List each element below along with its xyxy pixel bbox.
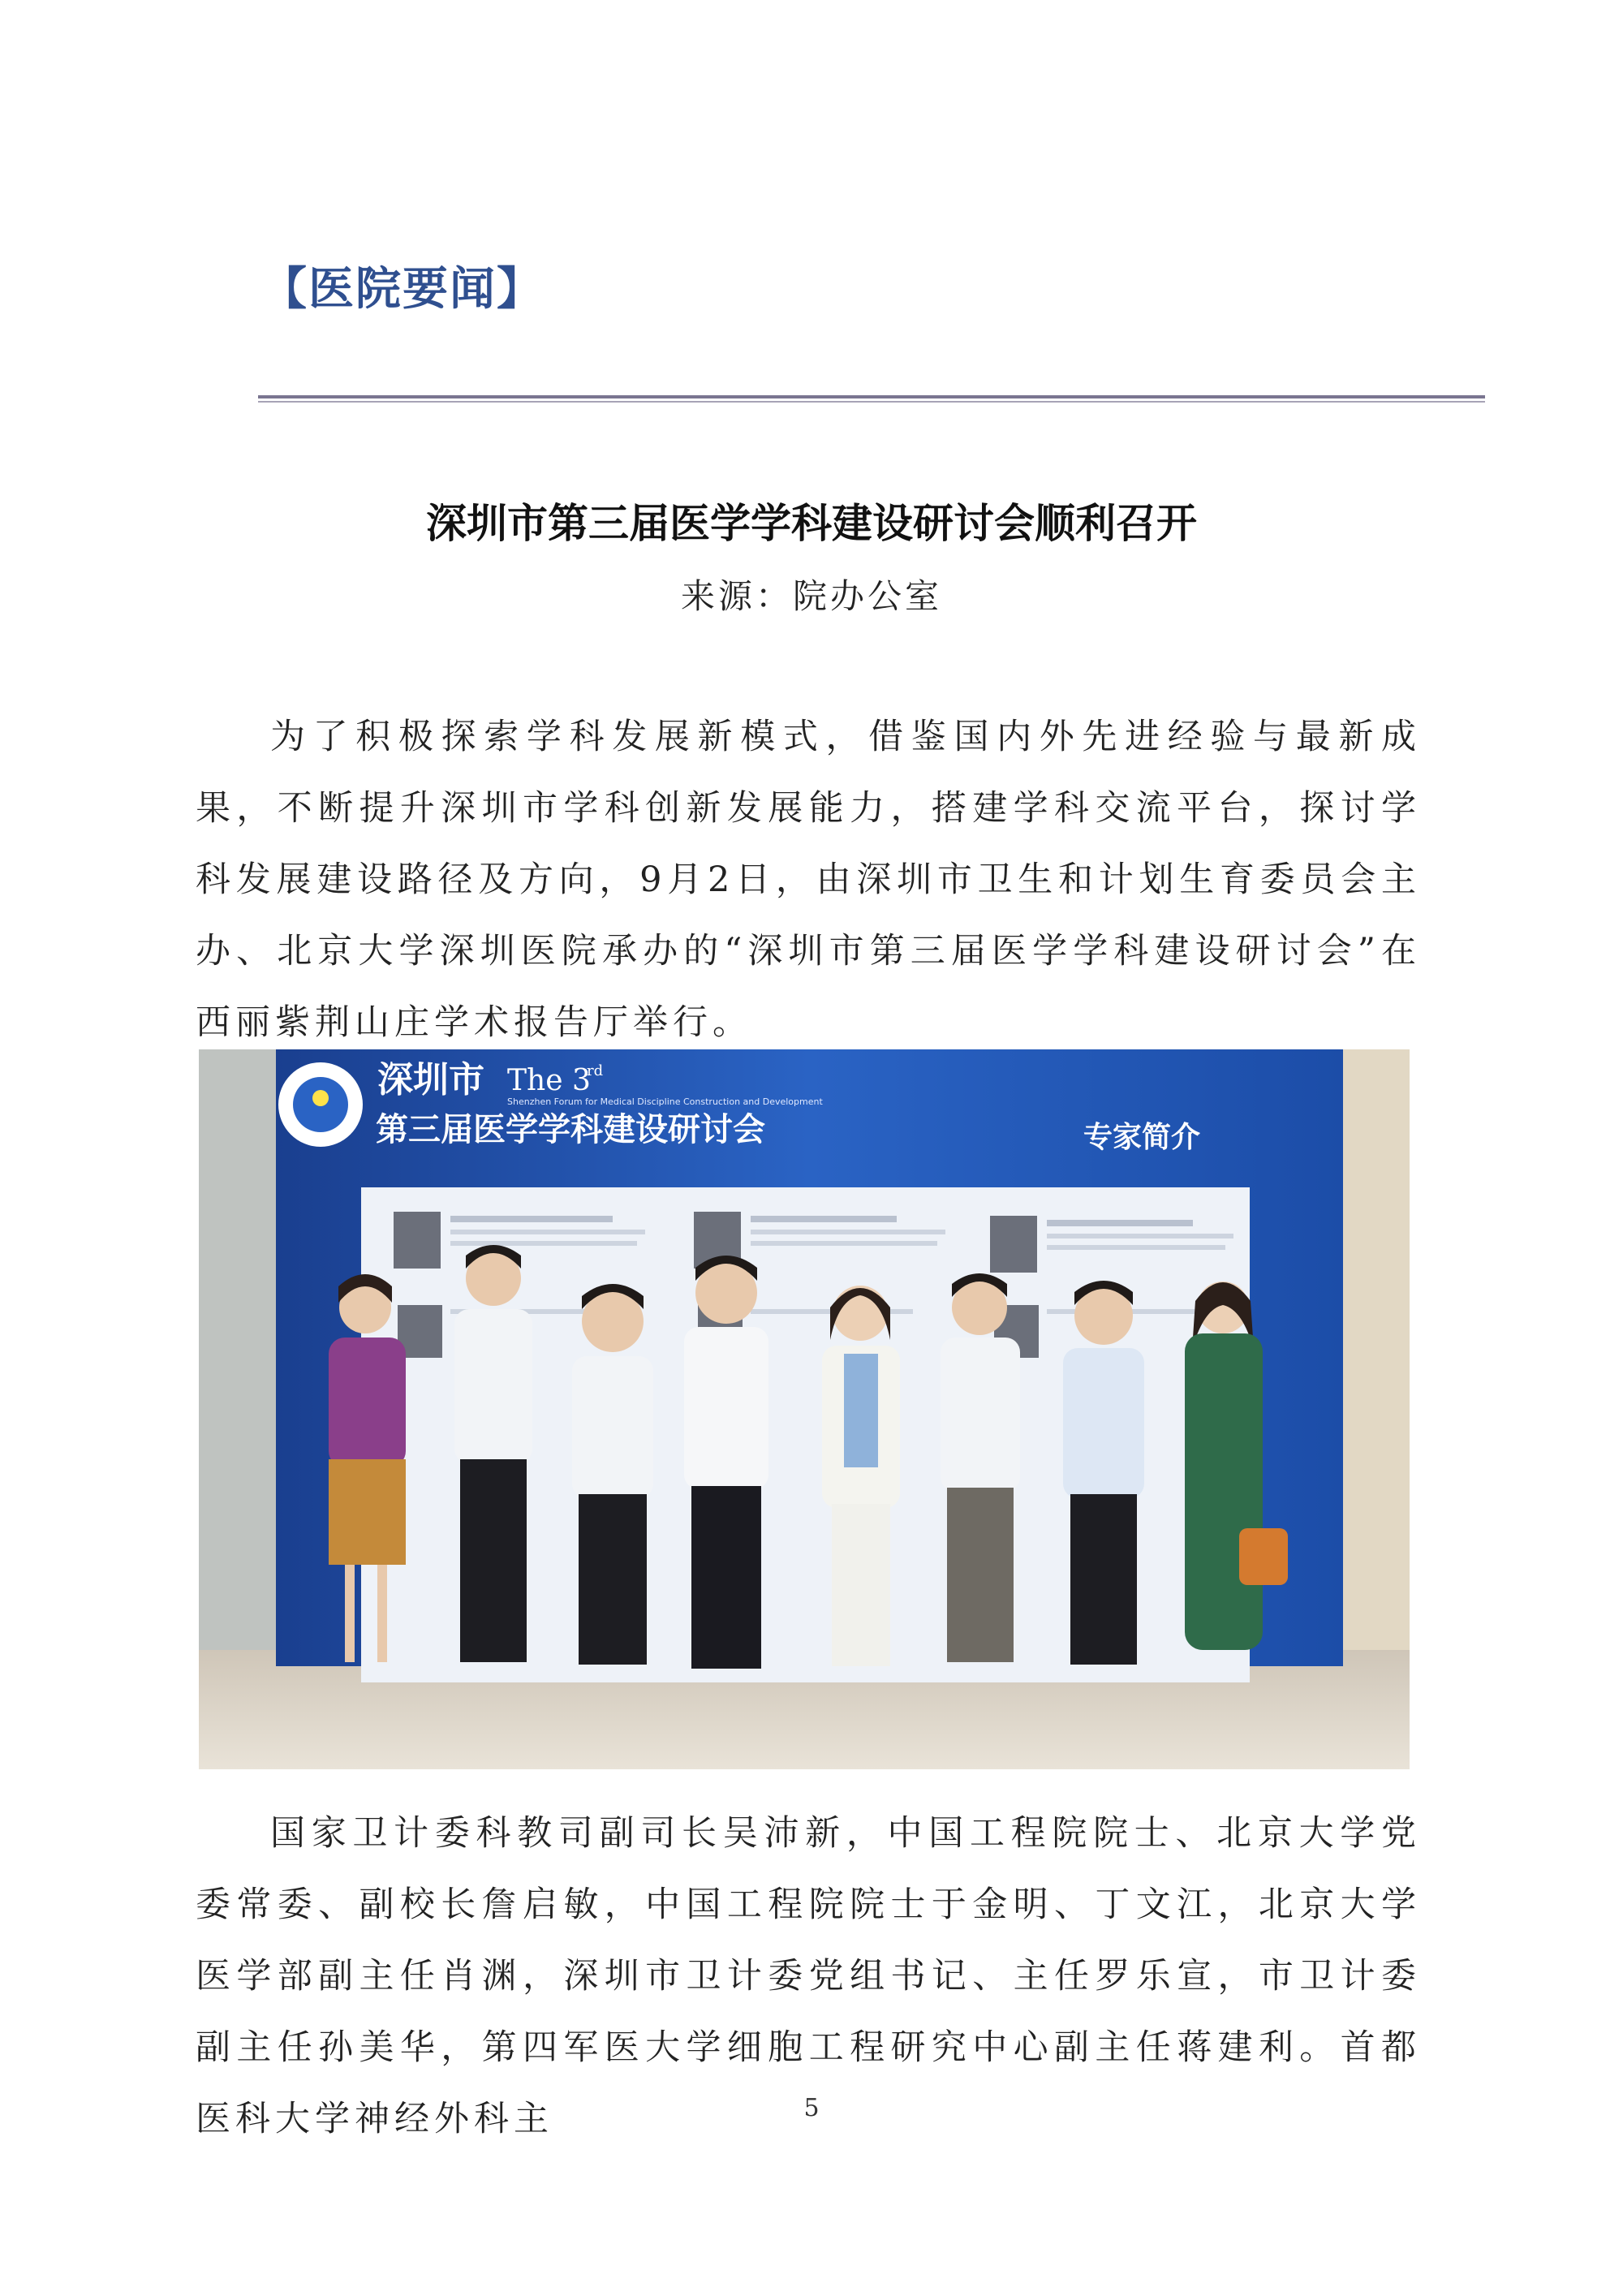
page-number: 5 [803, 2094, 820, 2122]
article-source: 来源：院办公室 [680, 576, 942, 616]
header-rule-thick [258, 395, 1485, 398]
banner-experts: 专家简介 [1083, 1121, 1201, 1154]
banner-the: The 3 [507, 1064, 591, 1097]
banner-logo-dot [312, 1090, 329, 1106]
article-paragraph-1: 为了积极探索学科发展新模式，借鉴国内外先进经验与最新成果，不断提升深圳市学科创新发展能力，搭建学科交流平台，探讨学科发展建设路径及方向，9月2日，由深圳市卫生和计划生育委员会主办、北京大学深圳医院承办的“深圳市第三届医学学科建设研讨会”在西丽紫荆山庄学术报告厅举行。 [196, 717, 1421, 1043]
banner-forum-en: Shenzhen Forum for Medical Discipline Construction and Development [507, 1096, 823, 1107]
article-title: 深圳市第三届医学学科建设研讨会顺利召开 [426, 500, 1197, 547]
banner-sup: rd [587, 1062, 604, 1079]
banner-title: 第三届医学学科建设研讨会 [376, 1111, 765, 1148]
header-rule-thin [258, 401, 1485, 403]
article-paragraph-2: 国家卫计委科教司副司长吴沛新，中国工程院院士、北京大学党委常委、副校长詹启敏，中国工程院院士于金明、丁文江，北京大学医学部副主任肖渊，深圳市卫计委党组书记、主任罗乐宣，市卫计委副主任孙美华，第四军医大学细胞工程研究中心副主任蒋建利。首都医科大学神经外科主 [196, 1813, 1421, 2139]
section-tag: 【医院要闻】 [261, 263, 544, 316]
group-photo [199, 1049, 1410, 1769]
banner-city: 深圳市 [377, 1059, 484, 1101]
